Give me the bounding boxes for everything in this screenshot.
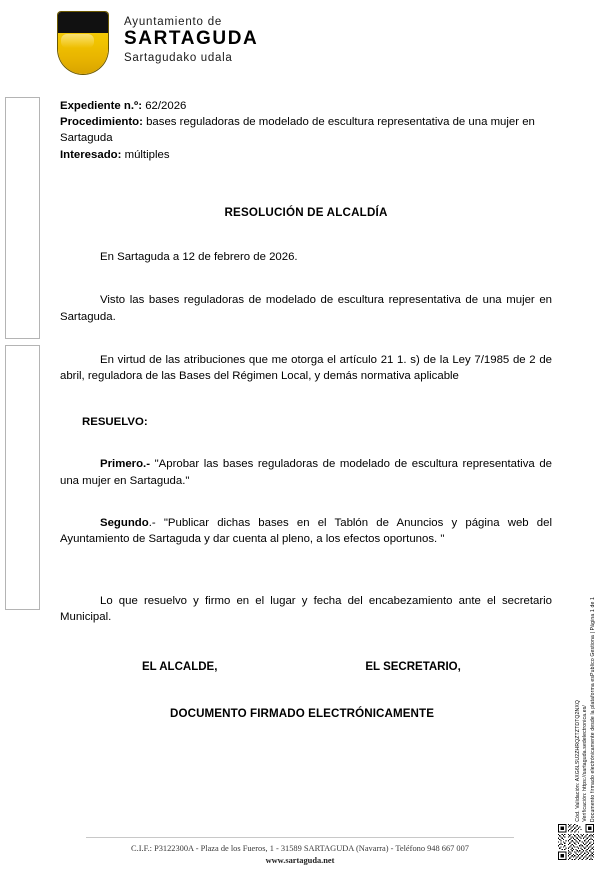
letterhead-line-1: Ayuntamiento de [124,16,223,28]
primero-label: Primero.- [100,458,151,471]
coat-of-arms-shield-icon [58,12,108,74]
letterhead-line-3: Sartagudako udala [124,51,233,64]
expediente-label: Expediente n.º: [60,100,143,112]
procedimiento-value: bases reguladoras de modelado de escultura representativa de una mujer en Sartaguda [60,116,535,145]
letterhead-text [124,12,258,64]
expediente-value: 62/2026 [145,100,187,112]
document-title: RESOLUCIÓN DE ALCALDÍA [224,205,388,219]
segundo-label: Segundo [100,516,149,529]
virtud-paragraph: En virtud de las atribuciones que me otorga el artículo 21 1. s) de la Ley 7/1985 de 2 de abril, reguladora de las Bases del Régimen Local, y demás normativa aplicable [60,353,552,382]
signature-row [60,659,552,675]
resuelvo-heading: RESUELVO: [82,416,148,429]
footer-address: C.I.F.: P3122300A - Plaza de los Fueros, 1 - 31589 SARTAGUDA (Navarra) - Teléfono 948 667 007 [131,843,469,853]
verification-sidebar [574,596,596,822]
page-footer [86,837,514,868]
verification-codigo-line: Cód. Validación: AXG6LSU2ZHRQZTZTDTQ2NXQ [574,700,581,822]
procedimiento-label: Procedimiento: [60,116,143,129]
verification-url-line: Verificación: https://sartaguda.sedelectronica.es/ [582,705,589,822]
electronic-signature-note: DOCUMENTO FIRMADO ELECTRÓNICAMENTE [170,706,435,720]
segundo-paragraph [60,515,552,547]
margin-signature-box-1 [5,97,40,339]
visto-paragraph: Visto las bases reguladoras de modelado de escultura representativa de una mujer en Sartaguda. [60,294,552,323]
verification-platform-line: Documento firmado electrónicamente desde la plataforma esPublico Gestiona | Página 1 de 1 [589,596,596,822]
expediente-line [60,98,552,114]
procedimiento-line [60,114,552,146]
shield-gloss [61,34,94,48]
metadata-block [60,98,552,163]
margin-signature-box-2 [5,345,40,610]
letterhead [58,12,258,74]
primero-text: "Aprobar las bases reguladoras de modelado de escultura representativa de una mujer en Sartaguda." [60,458,552,487]
qr-code-icon [558,824,594,860]
document-body [60,98,552,722]
interesado-line [60,147,552,163]
signature-alcalde: EL ALCALDE, [142,661,218,674]
closing-paragraph: Lo que resuelvo y firmo en el lugar y fecha del encabezamiento ante el secretario Municipal. [60,595,552,624]
date-line: En Sartaguda a 12 de febrero de 2026. [100,251,298,264]
letterhead-line-2: SARTAGUDA [124,28,259,50]
footer-website-url: www.sartaguda.net [265,856,335,866]
primero-paragraph [60,456,552,488]
interesado-value: múltiples [124,148,170,161]
signature-secretario: EL SECRETARIO, [365,661,461,674]
shield-top-band [58,12,108,33]
segundo-text: .- "Publicar dichas bases en el Tablón de Anuncios y página web del Ayuntamiento de Sartaguda y dar cuenta al pleno, a los efectos oportunos. " [60,516,552,545]
interesado-label: Interesado: [60,148,122,161]
